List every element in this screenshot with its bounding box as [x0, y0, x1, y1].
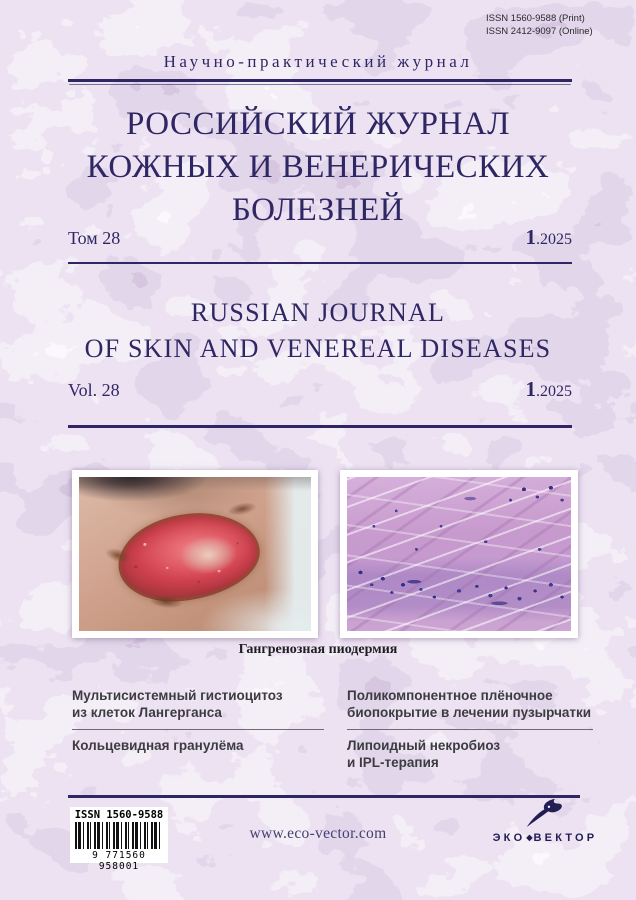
- publisher-website-url: www.eco-vector.com: [249, 825, 387, 842]
- barcode-digits: 9 771560 958001: [92, 850, 146, 872]
- volume-label-en: Vol. 28: [68, 380, 120, 400]
- journal-title-ru: [0, 103, 636, 232]
- title-ru-line-2: КОЖНЫХ И ВЕНЕРИЧЕСКИХ: [86, 149, 550, 185]
- article-title-line: из клеток Лангерганса: [72, 705, 222, 720]
- article-title-line: Поликомпонентное плёночное: [347, 688, 553, 703]
- histology-tissue: [347, 477, 571, 631]
- volume-label-ru: Том 28: [68, 228, 121, 248]
- rule-under-volume-ru: [68, 262, 572, 264]
- title-ru-line-3: БОЛЕЗНЕЙ: [231, 192, 405, 228]
- issn-print: ISSN 1560-9588 (Print): [486, 13, 585, 24]
- article-title-line: и IPL-терапия: [347, 755, 439, 770]
- issn-block: [486, 13, 593, 38]
- journal-title-en: [0, 295, 636, 367]
- publisher-name-right: ВЕКТОР: [533, 832, 598, 844]
- title-en-line-2: OF SKIN AND VENEREAL DISEASES: [84, 334, 552, 363]
- subtitle-rule: [68, 79, 572, 82]
- article-title: [72, 737, 324, 754]
- article-title: [347, 687, 593, 721]
- journal-subtitle: Научно-практический журнал: [163, 52, 473, 71]
- clinical-photo-pyoderma: [72, 470, 318, 638]
- title-en-line-1: RUSSIAN JOURNAL: [190, 298, 446, 327]
- article-title: [347, 737, 593, 771]
- publisher-wordmark: [492, 832, 598, 844]
- article-divider: [347, 729, 593, 730]
- article-divider: [72, 729, 324, 730]
- articles-column-right: [347, 687, 593, 771]
- issue-number-ru: 1: [525, 225, 536, 249]
- figure-caption: Гангренозная пиодермия: [238, 642, 398, 657]
- eco-vector-bird-icon: [524, 798, 566, 830]
- article-title-line: биопокрытие в лечении пузырчатки: [347, 705, 592, 720]
- rule-under-volume-en: [68, 425, 572, 428]
- publisher-name-left: ЭКО: [492, 832, 526, 844]
- barcode-issn-label: ISSN 1560-9588: [74, 809, 164, 821]
- publisher-separator-icon: ◆: [526, 833, 533, 842]
- title-ru-line-1: РОССИЙСКИЙ ЖУРНАЛ: [126, 106, 510, 142]
- publisher-logo: [492, 798, 598, 844]
- article-title: [72, 687, 324, 721]
- issue-year-en: .2025: [536, 383, 572, 400]
- article-title-line: Кольцевидная гранулёма: [72, 738, 244, 753]
- articles-column-left: [72, 687, 324, 754]
- volume-issue-row-ru: [68, 225, 572, 250]
- issue-year-ru: .2025: [536, 231, 572, 248]
- issue-label-ru: [526, 225, 573, 250]
- article-title-line: Мультисистемный гистиоцитоз: [72, 688, 283, 703]
- issue-label-en: [526, 377, 573, 402]
- article-title-line: Липоидный некробиоз: [347, 738, 501, 753]
- volume-issue-row-en: [68, 377, 572, 402]
- issue-number-en: 1: [525, 377, 536, 401]
- histology-photo: [340, 470, 578, 638]
- issn-online: ISSN 2412-9097 (Online): [486, 25, 593, 37]
